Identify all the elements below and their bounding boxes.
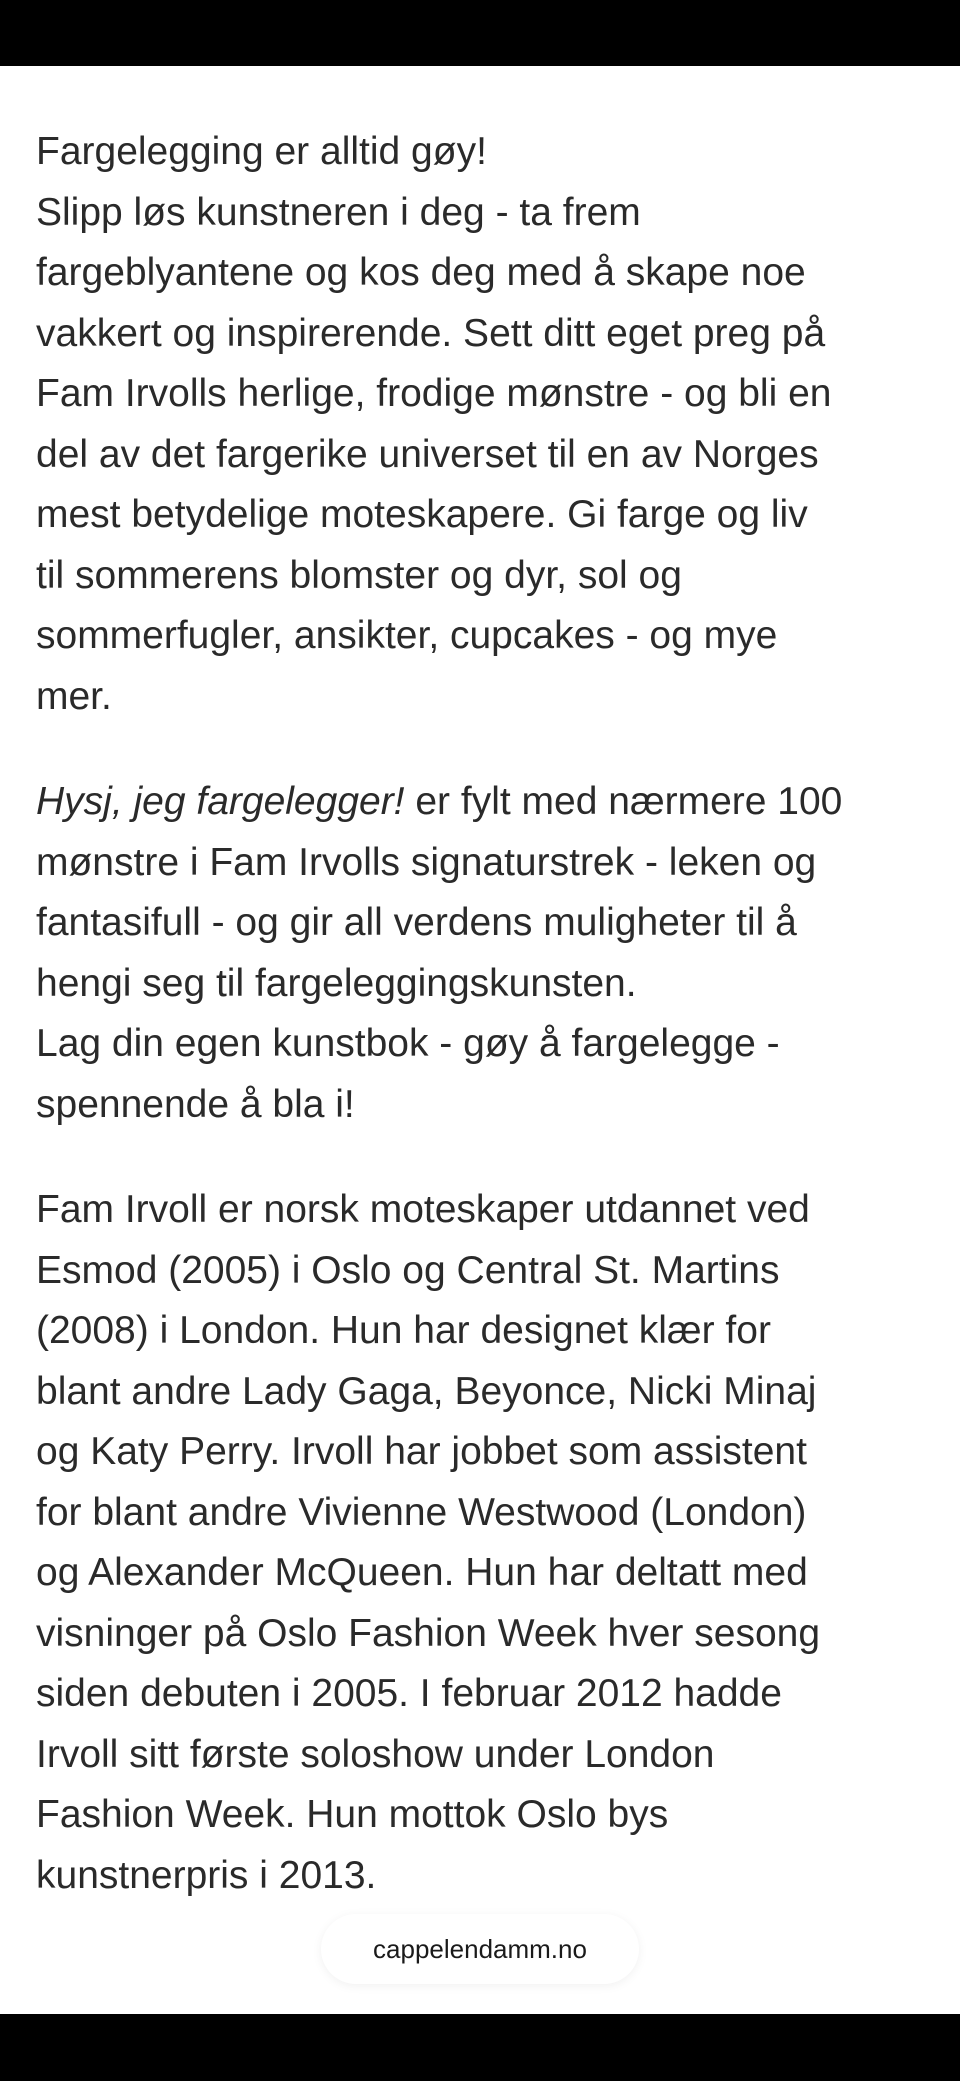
text-line: for blant andre Vivienne Westwood (London) — [36, 1490, 807, 1534]
text-line: og Katy Perry. Irvoll har jobbet som assistent — [36, 1430, 807, 1473]
text-line: Fashion Week. Hun mottok Oslo bys — [36, 1793, 669, 1836]
text-line: kunstnerpris i 2013. — [36, 1853, 377, 1897]
text-line: Fam Irvoll er norsk moteskaper utdannet ved — [36, 1188, 810, 1231]
text-line: mer. — [36, 674, 112, 718]
text-line: sommerfugler, ansikter, cupcakes - og mye — [36, 614, 778, 657]
text-line: Fam Irvolls herlige, frodige mønstre - og bli en — [36, 372, 832, 415]
description-paragraph-author — [36, 1180, 936, 1906]
text-line: vakkert og inspirerende. Sett ditt eget preg på — [36, 311, 826, 355]
source-link-label: cappelendamm.no — [373, 1933, 587, 1964]
description-paragraph-book — [36, 772, 936, 1135]
text-line: mest betydelige moteskapere. Gi farge og liv — [36, 493, 808, 536]
text-line: Irvoll sitt første soloshow under London — [36, 1732, 715, 1776]
content-area — [0, 66, 960, 2014]
text-line: spennende å bla i! — [36, 1082, 355, 1126]
bottom-bar — [0, 2014, 960, 2081]
description-paragraph-intro — [36, 122, 936, 727]
text-line — [36, 772, 936, 833]
text-fragment: er fylt med nærmere 100 — [404, 780, 843, 823]
text-line: hengi seg til fargeleggingskunsten. — [36, 961, 637, 1005]
text-line: siden debuten i 2005. I februar 2012 hadde — [36, 1672, 782, 1715]
text-line: til sommerens blomster og dyr, sol og — [36, 553, 682, 597]
text-line: og Alexander McQueen. Hun har deltatt med — [36, 1551, 808, 1594]
text-line: Fargelegging er alltid gøy! — [36, 130, 487, 173]
text-line: del av det fargerike universet til en av Norges — [36, 432, 819, 476]
text-line: fantasifull - og gir all verdens muligheter til å — [36, 901, 797, 944]
text-line: Slipp løs kunstneren i deg - ta frem — [36, 190, 641, 234]
source-link-button[interactable] — [321, 1914, 639, 1984]
text-line: blant andre Lady Gaga, Beyonce, Nicki Minaj — [36, 1369, 817, 1413]
text-line: mønstre i Fam Irvolls signaturstrek - leken og — [36, 840, 817, 884]
text-line: Esmod (2005) i Oslo og Central St. Martins — [36, 1248, 780, 1292]
text-line: fargeblyantene og kos deg med å skape noe — [36, 251, 806, 294]
top-status-bar — [0, 0, 960, 66]
text-line: (2008) i London. Hun har designet klær for — [36, 1309, 771, 1352]
text-line: visninger på Oslo Fashion Week hver sesong — [36, 1611, 821, 1655]
book-title: Hysj, jeg fargelegger! — [36, 780, 405, 823]
text-line: Lag din egen kunstbok - gøy å fargelegge - — [36, 1022, 780, 1065]
